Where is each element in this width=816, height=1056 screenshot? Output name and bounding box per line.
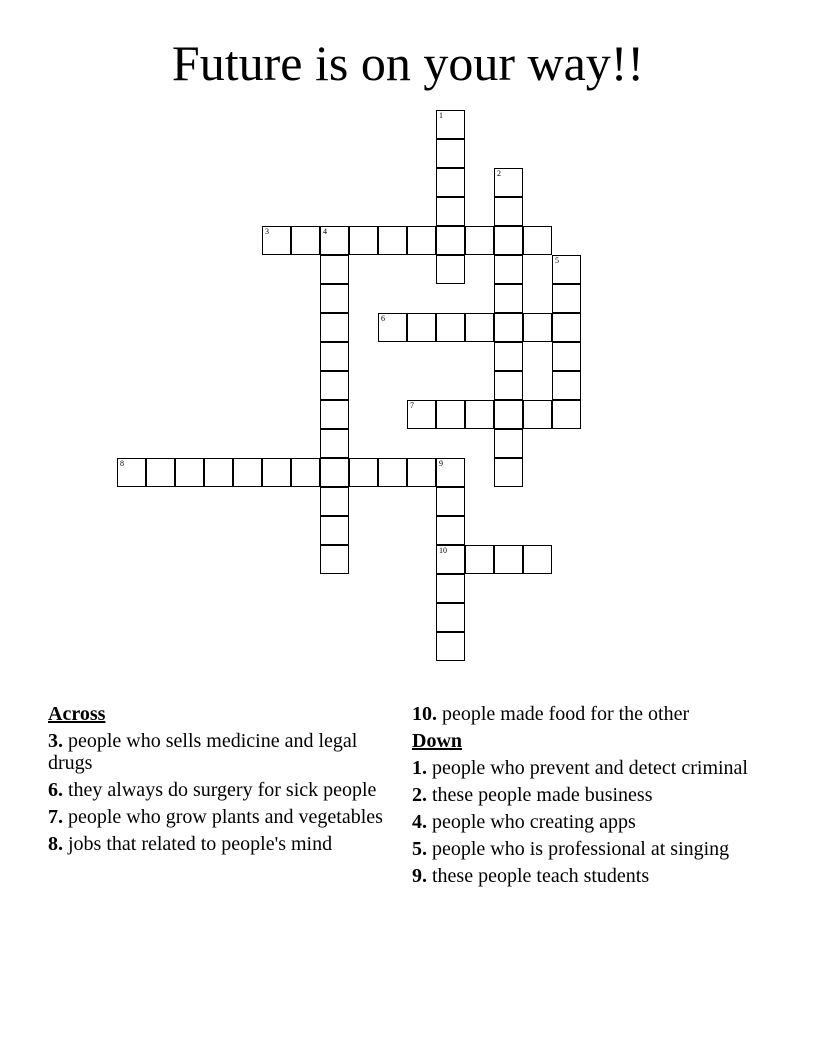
cell-number: 5 xyxy=(555,256,559,265)
clue-text: these people teach students xyxy=(432,865,650,887)
clues-right-column xyxy=(412,703,757,892)
grid-cell[interactable] xyxy=(407,313,436,342)
cell-number: 10 xyxy=(439,546,447,555)
across-heading: Across xyxy=(48,703,106,725)
cell-number: 7 xyxy=(410,401,414,410)
grid-cell[interactable] xyxy=(320,516,349,545)
clue-down-2 xyxy=(412,784,757,806)
grid-cell[interactable] xyxy=(320,371,349,400)
grid-cell[interactable] xyxy=(552,342,581,371)
clue-text: people who is professional at singing xyxy=(432,838,730,860)
grid-cell[interactable] xyxy=(320,313,349,342)
clue-text: they always do surgery for sick people xyxy=(68,779,377,801)
grid-cell[interactable] xyxy=(378,226,407,255)
grid-cell[interactable] xyxy=(233,458,262,487)
grid-cell[interactable] xyxy=(349,226,378,255)
clue-number: 5. xyxy=(412,838,427,860)
clue-across-10 xyxy=(412,703,757,725)
grid-cell[interactable] xyxy=(465,400,494,429)
clue-number: 9. xyxy=(412,865,427,887)
clue-number: 3. xyxy=(48,730,63,752)
grid-cell[interactable] xyxy=(494,342,523,371)
grid-cell[interactable] xyxy=(436,458,465,487)
grid-cell[interactable] xyxy=(494,545,523,574)
grid-cell[interactable] xyxy=(436,110,465,139)
grid-cell[interactable] xyxy=(494,284,523,313)
grid-cell[interactable] xyxy=(291,226,320,255)
grid-cell[interactable] xyxy=(320,458,349,487)
grid-cell[interactable] xyxy=(523,545,552,574)
grid-cell[interactable] xyxy=(436,487,465,516)
cell-number: 9 xyxy=(439,459,443,468)
clue-number: 1. xyxy=(412,757,427,779)
clue-down-4 xyxy=(412,811,757,833)
clue-text: people made food for the other xyxy=(442,703,690,725)
grid-cell[interactable] xyxy=(436,226,465,255)
grid-cell[interactable] xyxy=(407,400,436,429)
grid-cell[interactable] xyxy=(320,226,349,255)
grid-cell[interactable] xyxy=(436,400,465,429)
clue-down-1 xyxy=(412,757,757,779)
cell-number: 3 xyxy=(265,227,269,236)
clue-across-8 xyxy=(48,833,393,855)
down-heading: Down xyxy=(412,730,463,752)
grid-cell[interactable] xyxy=(436,139,465,168)
grid-cell[interactable] xyxy=(436,313,465,342)
grid-cell[interactable] xyxy=(349,458,378,487)
grid-cell[interactable] xyxy=(407,226,436,255)
clue-number: 7. xyxy=(48,806,63,828)
cell-number: 1 xyxy=(439,111,443,120)
grid-cell[interactable] xyxy=(320,545,349,574)
grid-cell[interactable] xyxy=(320,255,349,284)
grid-cell[interactable] xyxy=(378,313,407,342)
grid-cell[interactable] xyxy=(494,313,523,342)
clue-number: 8. xyxy=(48,833,63,855)
clue-down-5 xyxy=(412,838,757,860)
grid-cell[interactable] xyxy=(320,342,349,371)
puzzle-title: Future is on your way!! xyxy=(171,35,645,91)
grid-cell[interactable] xyxy=(523,313,552,342)
clue-text: these people made business xyxy=(432,784,653,806)
clue-number: 10. xyxy=(412,703,437,725)
grid-cell[interactable] xyxy=(436,255,465,284)
grid-cell[interactable] xyxy=(552,400,581,429)
grid-cell[interactable] xyxy=(320,400,349,429)
grid-cell[interactable] xyxy=(436,574,465,603)
grid-cell[interactable] xyxy=(175,458,204,487)
grid-cell[interactable] xyxy=(465,226,494,255)
grid-cell[interactable] xyxy=(117,458,146,487)
grid-cell[interactable] xyxy=(204,458,233,487)
grid-cell[interactable] xyxy=(552,371,581,400)
grid-cell[interactable] xyxy=(494,226,523,255)
grid-cell[interactable] xyxy=(262,226,291,255)
grid-cell[interactable] xyxy=(262,458,291,487)
clue-text: people who prevent and detect criminal xyxy=(432,757,748,779)
grid-cell[interactable] xyxy=(494,429,523,458)
grid-cell[interactable] xyxy=(436,197,465,226)
grid-cell[interactable] xyxy=(146,458,175,487)
grid-cell[interactable] xyxy=(320,284,349,313)
cell-number: 8 xyxy=(120,459,124,468)
clue-number: 4. xyxy=(412,811,427,833)
grid-cell[interactable] xyxy=(494,197,523,226)
grid-cell[interactable] xyxy=(320,487,349,516)
grid-cell[interactable] xyxy=(436,516,465,545)
cell-number: 6 xyxy=(381,314,385,323)
grid-cell[interactable] xyxy=(552,313,581,342)
grid-cell[interactable] xyxy=(407,458,436,487)
grid-cell[interactable] xyxy=(436,603,465,632)
clue-across-6 xyxy=(48,779,393,801)
grid-cell[interactable] xyxy=(494,371,523,400)
grid-cell[interactable] xyxy=(465,545,494,574)
grid-cell[interactable] xyxy=(494,458,523,487)
grid-cell[interactable] xyxy=(436,545,465,574)
clue-number: 2. xyxy=(412,784,427,806)
grid-cell[interactable] xyxy=(436,632,465,661)
grid-cell[interactable] xyxy=(465,313,494,342)
cell-number: 2 xyxy=(497,169,501,178)
clues-left-column xyxy=(48,703,393,860)
grid-cell[interactable] xyxy=(494,400,523,429)
clue-across-3 xyxy=(48,730,393,774)
clue-text: jobs that related to people's mind xyxy=(68,833,333,855)
clue-number: 6. xyxy=(48,779,63,801)
cell-number: 4 xyxy=(323,227,327,236)
grid-cell[interactable] xyxy=(494,255,523,284)
grid-cell[interactable] xyxy=(523,226,552,255)
clue-text: people who sells medicine and legal drugs xyxy=(48,730,358,774)
grid-cell[interactable] xyxy=(552,255,581,284)
grid-cell[interactable] xyxy=(494,168,523,197)
clue-text: people who creating apps xyxy=(432,811,636,833)
grid-cell[interactable] xyxy=(523,400,552,429)
grid-cell[interactable] xyxy=(378,458,407,487)
grid-cell[interactable] xyxy=(320,429,349,458)
grid-cell[interactable] xyxy=(436,168,465,197)
clue-text: people who grow plants and vegetables xyxy=(68,806,383,828)
clue-down-9 xyxy=(412,865,757,887)
grid-cell[interactable] xyxy=(552,284,581,313)
clue-across-7 xyxy=(48,806,393,828)
grid-cell[interactable] xyxy=(291,458,320,487)
